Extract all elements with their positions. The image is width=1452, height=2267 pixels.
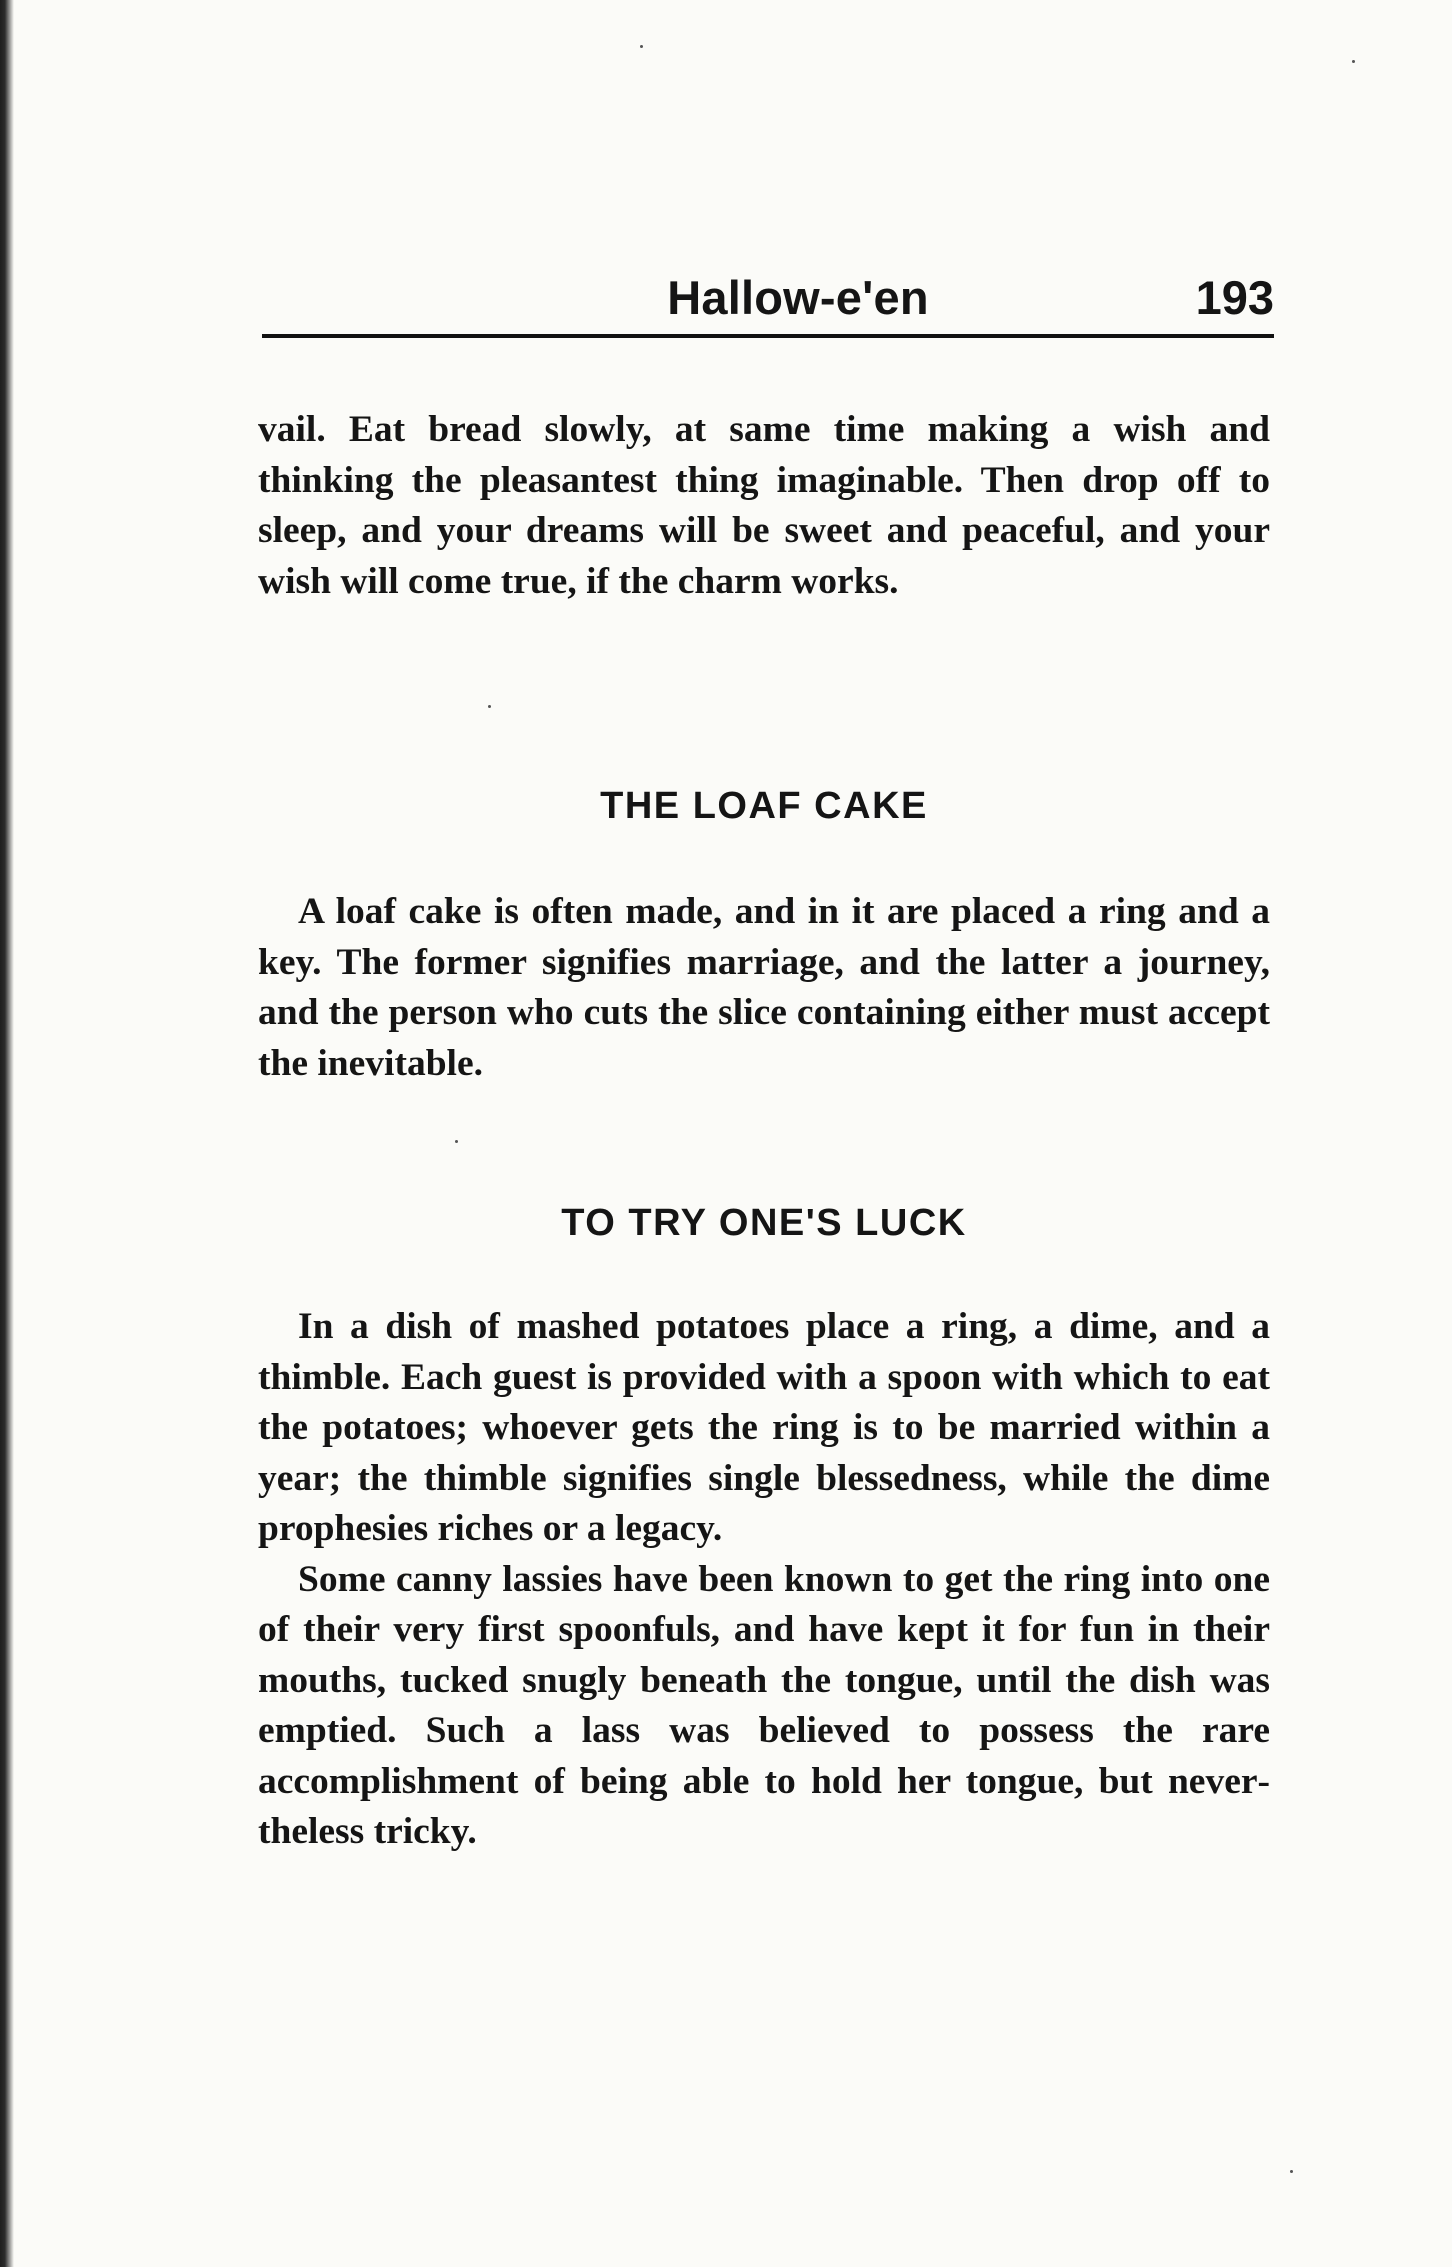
running-title: Hallow-e'en [667, 271, 929, 324]
paper-speck [1352, 60, 1355, 63]
page-header [262, 262, 1274, 338]
try-luck-section [258, 1302, 1270, 1858]
intro-section [258, 405, 1270, 607]
heading-loaf-cake: THE LOAF CAKE [600, 785, 928, 827]
loaf-cake-paragraph: A loaf cake is often made, and in it are placed a ring and a key. The former signifies marriage, and the latter a journey, and the person who cuts the slice containing either must accept the inevitable. [258, 891, 1270, 1084]
try-luck-paragraph-2: Some canny lassies have been known to get the ring into one of their very first spoonfuls, and have kept it for fun in their mouths, tucked snugly beneath the tongue, until the dish was emptied. Such a lass was believed to possess the rare accomplishment of being able to hold her tongue, but nevertheless tricky. [258, 1558, 1270, 1852]
paper-speck [640, 45, 643, 48]
page-number: 193 [1195, 271, 1274, 324]
heading-try-luck: TO TRY ONE'S LUCK [561, 1202, 967, 1244]
header-rule [262, 334, 1274, 338]
try-luck-paragraph-1: In a dish of mashed potatoes place a ring, a dime, and a thimble. Each guest is provided with a spoon with which to eat the potatoes; whoever gets the ring is to be married within a year; the thimble signifies single blessedness, while the dime prophesies riches or a legacy. [258, 1306, 1270, 1549]
loaf-cake-section [258, 887, 1270, 1089]
intro-paragraph: vail. Eat bread slowly, at same time making a wish and thinking the pleasantest thing imaginable. Then drop off to sleep, and your dreams will be sweet and peaceful, and your wish will come true, if the charm works. [258, 409, 1270, 602]
page-binding-edge [0, 0, 14, 2267]
paper-speck [488, 705, 491, 708]
paper-speck [455, 1140, 458, 1143]
paper-speck [1290, 2170, 1293, 2173]
